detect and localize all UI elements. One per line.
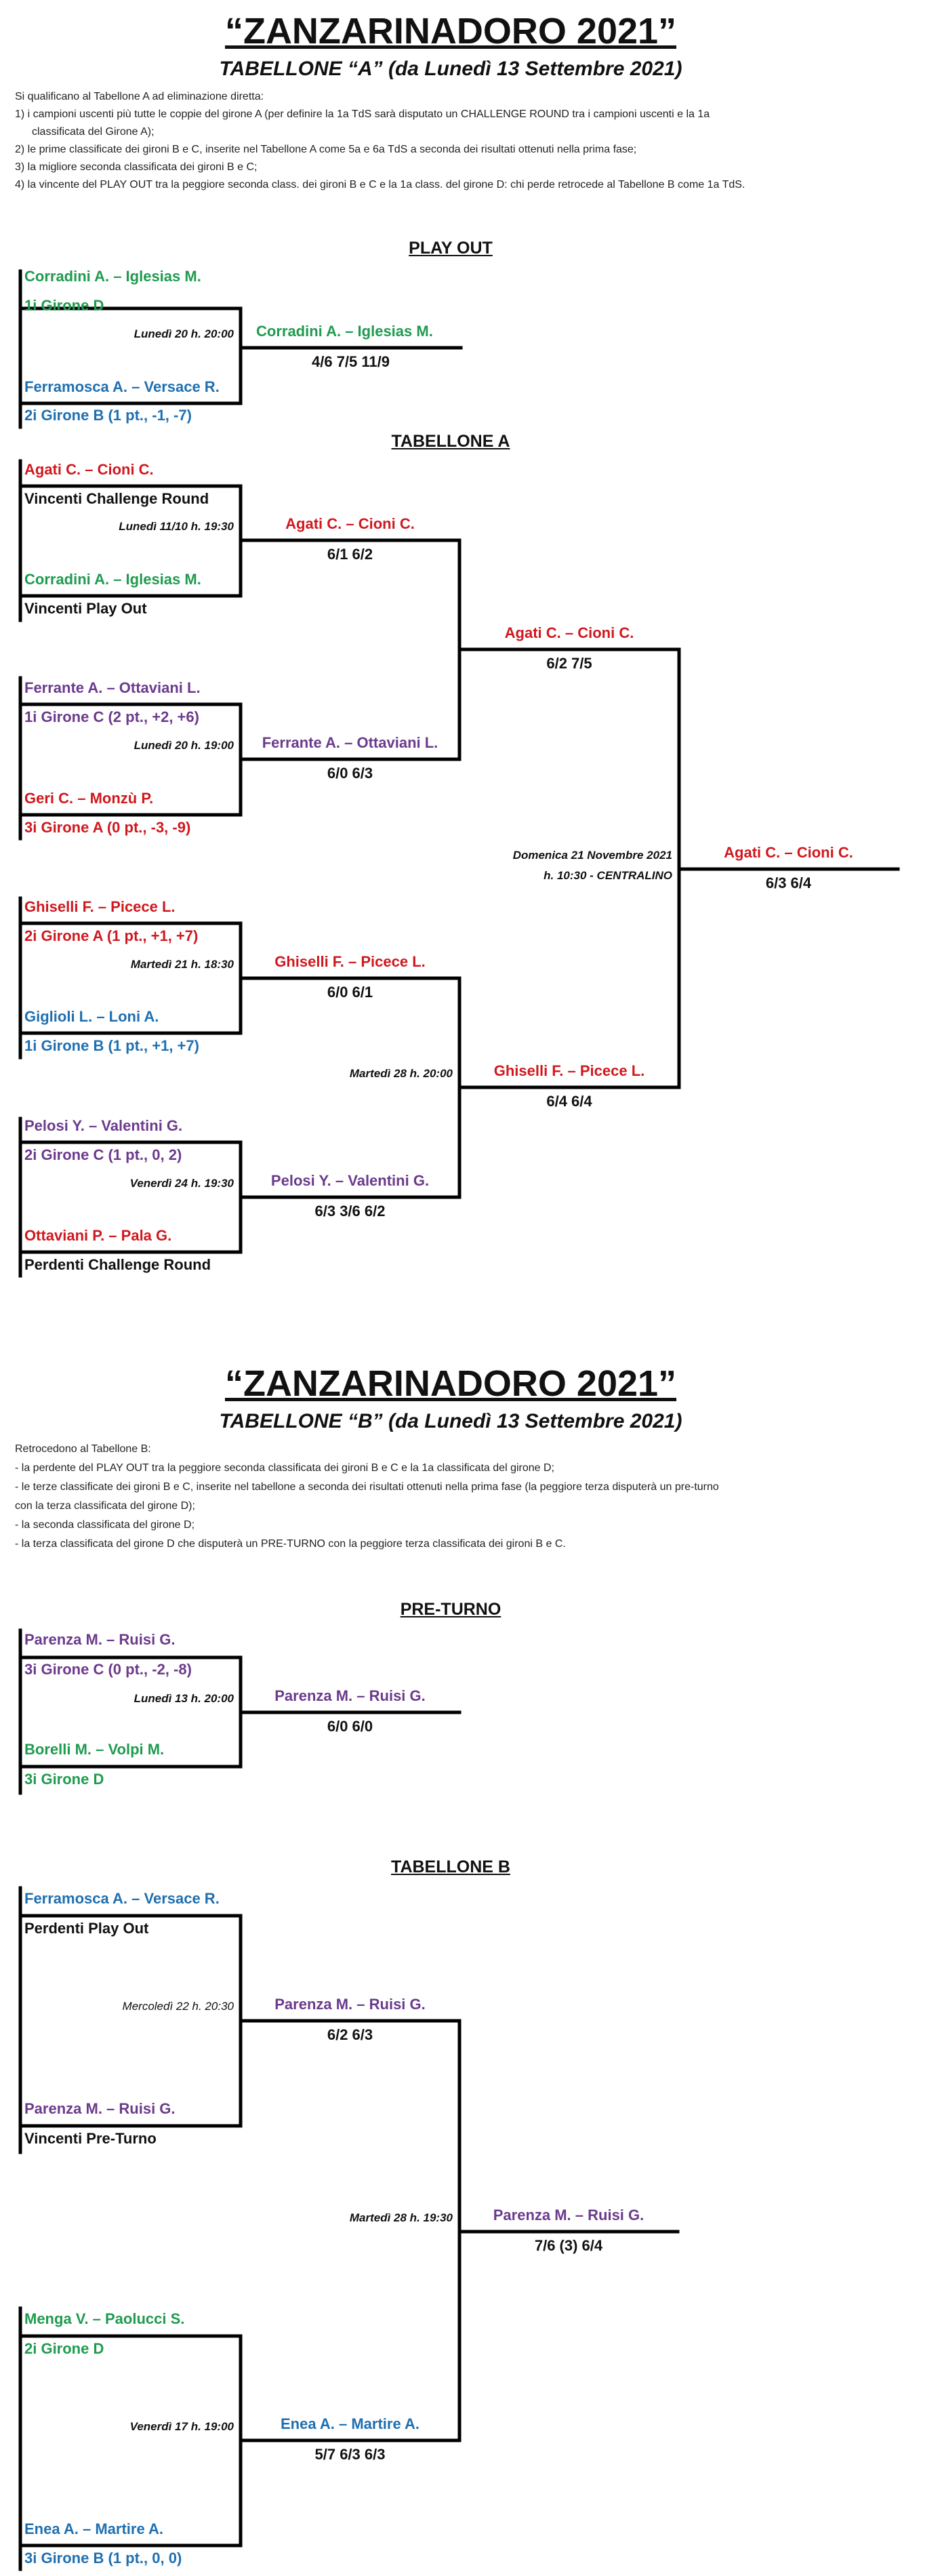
pair-name: Agati C. – Cioni C.	[24, 461, 154, 478]
match-winner: Pelosi Y. – Valentini G.	[270, 1172, 430, 1189]
seed-label: Vincenti Challenge Round	[24, 490, 209, 507]
final-score: 7/6 (3) 6/4	[534, 2237, 603, 2254]
section-heading-tabellone-a: TABELLONE A	[391, 432, 510, 451]
final-time: h. 10:30 - CENTRALINO	[544, 869, 672, 882]
match-date: Lunedì 13 h. 20:00	[134, 1692, 234, 1705]
pair-name: Menga V. – Paolucci S.	[24, 2310, 185, 2327]
match-winner: Parenza M. – Ruisi G.	[274, 1687, 426, 1704]
seed-label: 3i Girone D	[24, 1771, 104, 1788]
match-winner: Enea A. – Martire A.	[281, 2415, 419, 2432]
seed-label: 1i Girone C (2 pt., +2, +6)	[24, 708, 199, 725]
seed-label: 3i Girone A (0 pt., -3, -9)	[24, 819, 191, 836]
match-winner: Corradini A. – Iglesias M.	[256, 323, 433, 340]
final-winner: Parenza M. – Ruisi G.	[493, 2207, 644, 2223]
pair-name: Ottaviani P. – Pala G.	[24, 1227, 172, 1244]
pair-name: Ferrante A. – Ottaviani L.	[24, 679, 201, 696]
pair-name: Parenza M. – Ruisi G.	[24, 2100, 176, 2117]
seed-label: Perdenti Challenge Round	[24, 1256, 211, 1273]
intro-line: 1) i campioni uscenti più tutte le coppie del girone A (per definire la 1a TdS sarà disputato un CHALLENGE ROUND tra i campioni uscenti e la 1a	[15, 108, 710, 120]
intro-line: Retrocedono al Tabellone B:	[15, 1443, 151, 1455]
intro-line: con la terza classificata del girone D);	[15, 1500, 195, 1512]
match-score: 4/6 7/5 11/9	[312, 353, 390, 370]
match-date: Lunedì 11/10 h. 19:30	[119, 520, 234, 533]
section-heading-tabellone-b: TABELLONE B	[391, 1857, 510, 1876]
seed-label: 2i Girone A (1 pt., +1, +7)	[24, 927, 199, 944]
section-heading-play-out: PLAY OUT	[409, 239, 493, 258]
match-score: 5/7 6/3 6/3	[314, 2446, 386, 2463]
seed-label: Vincenti Play Out	[24, 600, 147, 617]
intro-line: classificata del Girone A);	[32, 126, 155, 138]
match-winner: Parenza M. – Ruisi G.	[274, 1996, 426, 2013]
seed-label: Perdenti Play Out	[24, 1920, 149, 1937]
intro-line: - la seconda classificata del girone D;	[15, 1519, 195, 1531]
section-heading-pre-turno: PRE-TURNO	[400, 1600, 501, 1619]
intro-line: Si qualificano al Tabellone A ad eliminazione diretta:	[15, 91, 264, 102]
intro-line: 2) le prime classificate dei gironi B e C, inserite nel Tabellone A come 5a e 6a TdS a seconda dei risultati ottenuti nella prima fase;	[15, 144, 637, 155]
final-score: 6/3 6/4	[765, 874, 812, 891]
match-date: Lunedì 20 h. 19:00	[134, 739, 234, 752]
subtitle-a: TABELLONE “A” (da Lunedì 13 Settembre 2021)	[219, 58, 682, 80]
pair-name: Corradini A. – Iglesias M.	[24, 571, 201, 588]
seed-label: 1i Girone D	[24, 297, 104, 314]
final-winner: Agati C. – Cioni C.	[724, 844, 853, 861]
match-date: Martedì 28 h. 20:00	[349, 1067, 453, 1080]
match-score: 6/3 3/6 6/2	[314, 1203, 386, 1220]
intro-line: 3) la migliore seconda classificata dei gironi B e C;	[15, 161, 258, 173]
semifinal-winner: Ghiselli F. – Picece L.	[493, 1062, 645, 1079]
match-date: Martedì 21 h. 18:30	[130, 958, 234, 971]
pair-name: Corradini A. – Iglesias M.	[24, 268, 201, 285]
match-winner: Ghiselli F. – Picece L.	[274, 953, 426, 970]
semifinal-score: 6/2 7/5	[546, 655, 592, 672]
match-score: 6/0 6/0	[327, 1718, 373, 1735]
seed-label: 2i Girone D	[24, 2340, 104, 2357]
match-date: Venerdì 24 h. 19:30	[129, 1177, 234, 1190]
seed-label: 3i Girone B (1 pt., 0, 0)	[24, 2550, 182, 2567]
match-score: 6/1 6/2	[327, 546, 373, 563]
match-score: 6/0 6/3	[327, 765, 373, 782]
seed-label: 2i Girone B (1 pt., -1, -7)	[24, 407, 192, 424]
seed-label: 3i Girone C (0 pt., -2, -8)	[24, 1661, 192, 1678]
pair-name: Geri C. – Monzù P.	[24, 790, 154, 807]
page-title-a: “ZANZARINADORO 2021”	[224, 11, 677, 52]
match-date: Lunedì 20 h. 20:00	[134, 327, 234, 340]
intro-line: - le terze classificate dei gironi B e C, inserite nel tabellone a seconda dei risultati ottenuti nella prima fase (la peggiore terza disputerà un pre-turno	[15, 1481, 719, 1493]
subtitle-b: TABELLONE “B” (da Lunedì 13 Settembre 2021)	[219, 1410, 682, 1432]
pair-name: Parenza M. – Ruisi G.	[24, 1631, 176, 1648]
pair-name: Giglioli L. – Loni A.	[24, 1008, 159, 1025]
match-score: 6/2 6/3	[327, 2026, 373, 2043]
match-date: Mercoledì 22 h. 20:30	[122, 2000, 234, 2013]
intro-line: - la perdente del PLAY OUT tra la peggiore seconda classificata dei gironi B e C e la 1a classificata del girone D;	[15, 1462, 554, 1474]
match-score: 6/0 6/1	[327, 984, 373, 1001]
match-winner: Ferrante A. – Ottaviani L.	[262, 734, 438, 751]
pair-name: Ferramosca A. – Versace R.	[24, 378, 220, 395]
match-date: Venerdì 17 h. 19:00	[129, 2420, 234, 2433]
pair-name: Enea A. – Martire A.	[24, 2520, 163, 2537]
pair-name: Pelosi Y. – Valentini G.	[24, 1117, 183, 1134]
final-date: Martedì 28 h. 19:30	[349, 2211, 453, 2224]
seed-label: 1i Girone B (1 pt., +1, +7)	[24, 1037, 199, 1054]
seed-label: Vincenti Pre-Turno	[24, 2130, 157, 2147]
pair-name: Ghiselli F. – Picece L.	[24, 898, 176, 915]
pair-name: Ferramosca A. – Versace R.	[24, 1890, 220, 1907]
semifinal-winner: Agati C. – Cioni C.	[504, 624, 634, 641]
page-title-b: “ZANZARINADORO 2021”	[224, 1363, 677, 1404]
final-date: Domenica 21 Novembre 2021	[512, 849, 672, 862]
intro-line: 4) la vincente del PLAY OUT tra la peggiore seconda class. dei gironi B e C e la 1a class. del girone D: chi perde retrocede al Tabellone B come 1a TdS.	[15, 179, 745, 190]
seed-label: 2i Girone C (1 pt., 0, 2)	[24, 1146, 182, 1163]
match-winner: Agati C. – Cioni C.	[285, 515, 415, 532]
pair-name: Borelli M. – Volpi M.	[24, 1741, 165, 1758]
semifinal-score: 6/4 6/4	[546, 1093, 592, 1110]
intro-line: - la terza classificata del girone D che disputerà un PRE-TURNO con la peggiore terza classificata dei gironi B e C.	[15, 1538, 566, 1550]
